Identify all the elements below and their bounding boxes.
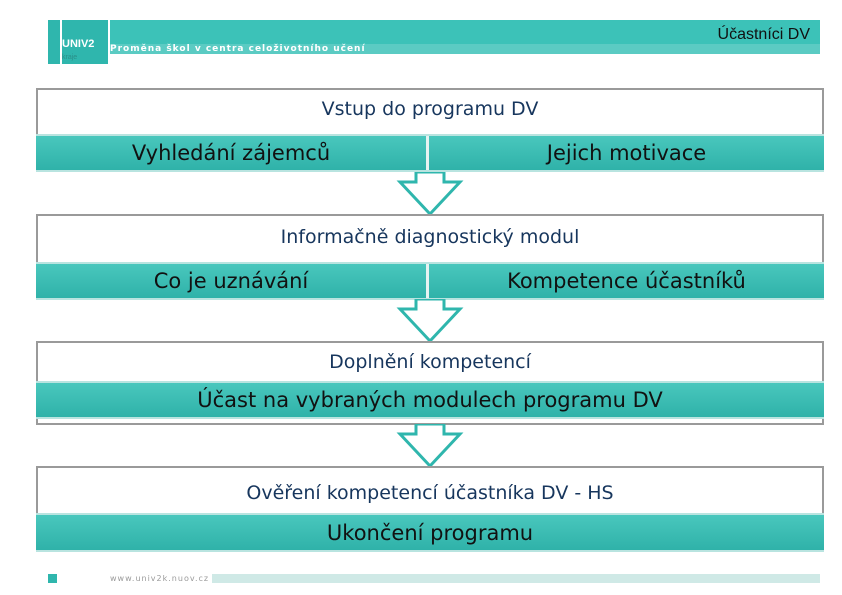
step-2-cell-1: Co je uznávání — [153, 269, 309, 293]
step-4-bar — [36, 513, 824, 552]
step-2-box — [36, 214, 824, 300]
logo-bar — [48, 20, 60, 64]
down-arrow-3 — [396, 424, 464, 468]
step-4-cell-1: Ukončení programu — [326, 520, 534, 545]
logo-text: UNIV2 — [62, 38, 95, 50]
down-arrow-1 — [396, 172, 464, 216]
step-1-title: Vstup do programu DV — [321, 98, 539, 120]
page-title: Účastníci DV — [717, 26, 810, 43]
step-3-title: Doplnění kompetencí — [329, 351, 531, 373]
footer-bar — [212, 574, 820, 583]
step-3-bar — [36, 381, 824, 419]
step-3-box — [36, 341, 824, 425]
footer-square — [48, 574, 57, 583]
step-4-box — [36, 466, 824, 552]
logo-sub: kraje — [62, 54, 78, 61]
step-1-box — [36, 88, 824, 172]
step-3-cell-1: Účast na vybraných modulech programu DV — [197, 388, 663, 412]
down-arrow-2 — [396, 299, 464, 343]
step-1-bar — [36, 134, 824, 172]
step-2-cell-2: Kompetence účastníků — [507, 269, 746, 293]
step-1-cell-1: Vyhledání zájemců — [131, 141, 331, 165]
step-2-bar — [36, 262, 824, 300]
step-4-title: Ověření kompetencí účastníka DV - HS — [246, 482, 614, 504]
step-2-title: Informačně diagnostický modul — [280, 226, 580, 248]
footer-url: www.univ2k.nuov.cz — [110, 574, 210, 583]
header-tagline: Proměna škol v centra celoživotního učení — [110, 44, 366, 54]
step-1-cell-2: Jejich motivace — [546, 141, 707, 165]
